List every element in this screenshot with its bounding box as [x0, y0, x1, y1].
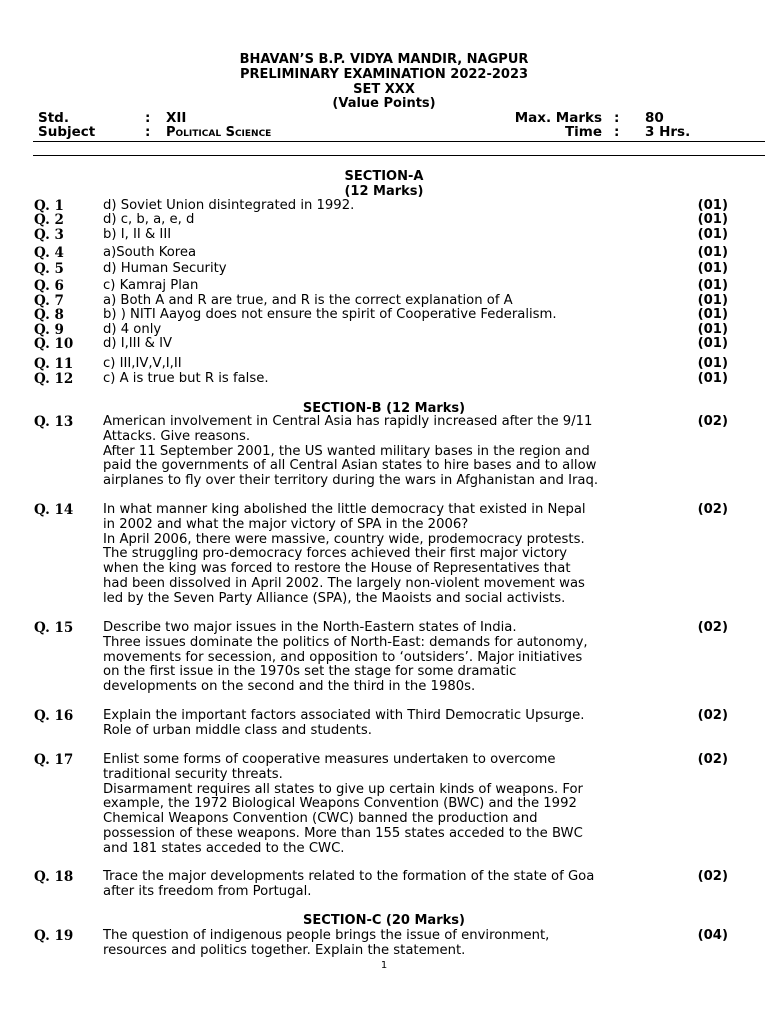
question-number: Q. 6	[34, 278, 64, 294]
question-line: resources and politics together. Explain the statement.	[103, 942, 466, 958]
question-number: Q. 5	[34, 261, 64, 277]
question-line: on the first issue in the 1970s set the stage for some dramatic	[103, 664, 517, 680]
question-marks: (04)	[697, 928, 728, 943]
question-text	[103, 415, 671, 489]
question-line: c) A is true but R is false.	[103, 371, 269, 386]
question-marks: (01)	[697, 356, 728, 371]
section-c-title: SECTION-C (20 Marks)	[303, 913, 465, 928]
time-value: 3 Hrs.	[645, 124, 691, 140]
question-line: had been dissolved in April 2002. The largely non-violent movement was	[103, 575, 585, 591]
question-line: Trace the major developments related to the formation of the state of Goa	[103, 869, 595, 884]
question-marks: (02)	[697, 620, 728, 635]
question-line: Describe two major issues in the North-Eastern states of India.	[103, 620, 517, 635]
question-marks: (01)	[697, 261, 728, 276]
question-number: Q. 3	[34, 227, 64, 243]
question-marks: (01)	[697, 212, 728, 227]
question-line: Explain the important factors associated with Third Democratic Upsurge.	[103, 708, 585, 723]
question-text	[103, 357, 671, 372]
question-marks: (01)	[697, 371, 728, 386]
question-line: movements for secession, and opposition to ‘outsiders’. Major initiatives	[103, 649, 583, 665]
max-marks-value: 80	[645, 110, 664, 126]
question-line: example, the 1972 Biological Weapons Convention (BWC) and the 1992	[103, 796, 577, 812]
question-marks: (01)	[697, 227, 728, 242]
question-marks: (01)	[697, 278, 728, 293]
time-label: Time	[564, 124, 602, 140]
question-number: Q. 8	[34, 307, 64, 323]
std-colon: :	[145, 110, 151, 126]
question-text	[103, 870, 671, 900]
question-line: d) c, b, a, e, d	[103, 212, 195, 227]
question-text	[103, 262, 671, 277]
question-text	[103, 709, 671, 739]
question-marks: (01)	[697, 293, 728, 308]
question-line: paid the governments of all Central Asian states to hire bases and to allow	[103, 458, 597, 474]
set-label: SET XXX	[353, 82, 415, 97]
question-marks: (01)	[697, 198, 728, 213]
question-text	[103, 279, 671, 294]
question-line: American involvement in Central Asia has rapidly increased after the 9/11	[103, 414, 593, 429]
question-line: Disarmament requires all states to give up certain kinds of weapons. For	[103, 781, 583, 797]
question-text	[103, 503, 671, 607]
header-rule-bottom	[33, 155, 765, 156]
question-line: d) 4 only	[103, 322, 162, 337]
question-number: Q. 1	[34, 198, 64, 214]
question-line: Three issues dominate the politics of North-East: demands for autonomy,	[103, 634, 588, 650]
std-value: XII	[166, 110, 187, 126]
question-number: Q. 17	[34, 752, 74, 768]
question-line: when the king was forced to restore the House of Representatives that	[103, 561, 571, 577]
question-line: traditional security threats.	[103, 766, 283, 782]
question-line: Chemical Weapons Convention (CWC) banned the production and	[103, 811, 538, 827]
time-colon: :	[614, 124, 620, 140]
question-number: Q. 16	[34, 708, 74, 724]
question-line: c) III,IV,V,I,II	[103, 356, 182, 371]
std-label: Std.	[38, 110, 69, 126]
question-line: The question of indigenous people brings the issue of environment,	[103, 928, 550, 943]
question-number: Q. 11	[34, 356, 74, 372]
question-text	[103, 308, 671, 323]
question-text	[103, 337, 671, 352]
question-line: developments on the second and the third in the 1980s.	[103, 679, 476, 695]
question-number: Q. 18	[34, 869, 74, 885]
question-line: Enlist some forms of cooperative measures undertaken to overcome	[103, 752, 556, 767]
question-line: In April 2006, there were massive, country wide, prodemocracy protests.	[103, 531, 585, 547]
question-text	[103, 372, 671, 387]
question-number: Q. 4	[34, 245, 64, 261]
question-line: In what manner king abolished the little democracy that existed in Nepal	[103, 502, 586, 517]
question-marks: (01)	[697, 245, 728, 260]
question-line: After 11 September 2001, the US wanted military bases in the region and	[103, 443, 590, 459]
section-a-title: SECTION-A	[344, 169, 424, 184]
question-line: possession of these weapons. More than 155 states acceded to the BWC	[103, 825, 583, 841]
question-line: Role of urban middle class and students.	[103, 722, 372, 738]
question-number: Q. 9	[34, 322, 64, 338]
question-number: Q. 14	[34, 502, 74, 518]
question-number: Q. 15	[34, 620, 74, 636]
question-marks: (01)	[697, 322, 728, 337]
question-line: in 2002 and what the major victory of SPA in the 2006?	[103, 516, 469, 532]
header-rule-top	[33, 141, 765, 142]
subject-value: Political Science	[166, 125, 272, 140]
question-line: d) Human Security	[103, 261, 227, 276]
exam-title: PRELIMINARY EXAMINATION 2022-2023	[239, 67, 529, 82]
max-marks-label: Max. Marks	[514, 110, 602, 126]
question-number: Q. 12	[34, 371, 74, 387]
question-line: b) ) NITI Aayog does not ensure the spirit of Cooperative Federalism.	[103, 307, 557, 322]
question-marks: (02)	[697, 502, 728, 517]
question-line: and 181 states acceded to the CWC.	[103, 840, 345, 856]
question-line: a)South Korea	[103, 245, 197, 260]
question-text	[103, 929, 671, 959]
question-line: b) I, II & III	[103, 227, 172, 242]
question-line: c) Kamraj Plan	[103, 278, 199, 293]
question-number: Q. 2	[34, 212, 64, 228]
section-a-marks: (12 Marks)	[344, 184, 424, 199]
question-text	[103, 228, 671, 243]
question-number: Q. 10	[34, 336, 74, 352]
question-line: d) I,III & IV	[103, 336, 173, 351]
question-line: after its freedom from Portugal.	[103, 883, 312, 899]
question-text	[103, 753, 671, 857]
question-line: led by the Seven Party Alliance (SPA), the Maoists and social activists.	[103, 590, 566, 606]
subtitle: (Value Points)	[332, 96, 436, 111]
subject-colon: :	[145, 124, 151, 140]
question-line: d) Soviet Union disintegrated in 1992.	[103, 198, 355, 213]
question-text	[103, 213, 671, 228]
question-text	[103, 323, 671, 338]
section-b-title: SECTION-B (12 Marks)	[302, 401, 466, 416]
question-marks: (01)	[697, 336, 728, 351]
question-number: Q. 13	[34, 414, 74, 430]
question-marks: (02)	[697, 414, 728, 429]
question-text	[103, 621, 671, 695]
question-line: Attacks. Give reasons.	[103, 428, 251, 444]
max-marks-colon: :	[614, 110, 620, 126]
question-marks: (02)	[697, 752, 728, 767]
question-line: The struggling pro-democracy forces achieved their first major victory	[103, 546, 568, 562]
school-name: BHAVAN’S B.P. VIDYA MANDIR, NAGPUR	[239, 52, 529, 67]
question-marks: (01)	[697, 307, 728, 322]
subject-label: Subject	[38, 124, 96, 140]
question-line: a) Both A and R are true, and R is the correct explanation of A	[103, 293, 513, 308]
question-number: Q. 7	[34, 293, 64, 309]
question-number: Q. 19	[34, 928, 74, 944]
question-text	[103, 246, 671, 261]
question-marks: (02)	[697, 869, 728, 884]
page-number: 1	[380, 960, 388, 971]
question-marks: (02)	[697, 708, 728, 723]
question-line: airplanes to fly over their territory during the wars in Afghanistan and Iraq.	[103, 473, 599, 489]
